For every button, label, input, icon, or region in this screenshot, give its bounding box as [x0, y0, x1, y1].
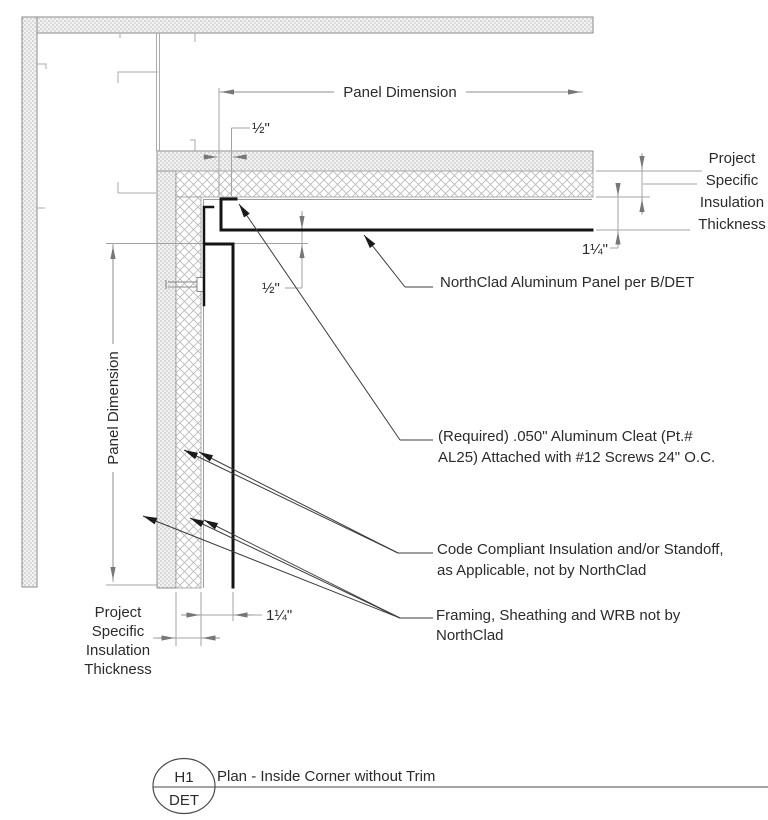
top-panel-profile	[221, 199, 592, 230]
cleat-callout	[438, 428, 715, 466]
framing-callout	[436, 607, 681, 644]
svg-text:Specific: Specific	[705, 172, 759, 189]
aluminum-profiles	[204, 199, 592, 587]
insulation-bands	[176, 171, 593, 588]
svg-text:NorthClad: NorthClad	[436, 627, 504, 644]
detail-title-block	[153, 759, 768, 814]
svg-text:as Applicable, not by NorthCla: as Applicable, not by NorthClad	[437, 562, 647, 579]
panel-dimension-top-label: Panel Dimension	[343, 84, 457, 101]
corner-cleat-profile	[204, 207, 213, 305]
panel-callout: NorthClad Aluminum Panel per B/DET	[440, 274, 695, 291]
left-panel-profile	[205, 244, 233, 587]
svg-text:Code Compliant Insulation and/: Code Compliant Insulation and/or Standoff,	[437, 541, 724, 558]
svg-text:Specific: Specific	[91, 623, 145, 640]
outer-left-sheathing-band	[22, 17, 37, 587]
detail-id: H1	[174, 769, 194, 786]
insulation-thickness-bottom-label	[84, 604, 152, 678]
outer-wall-sheathing	[22, 17, 593, 587]
stud-track-tick	[37, 64, 46, 69]
insulation-callout	[437, 541, 724, 579]
metal-stud-glyph	[118, 72, 158, 83]
stud-track-tick	[190, 140, 195, 151]
svg-text:Thickness: Thickness	[84, 661, 152, 678]
svg-text:Insulation: Insulation	[85, 642, 151, 659]
svg-text:Project: Project	[94, 604, 142, 621]
panel-dimension-left-label: Panel Dimension	[105, 351, 122, 465]
half-inch-corner-label: ½"	[262, 280, 280, 297]
outer-top-sheathing-band	[22, 17, 593, 33]
svg-text:Thickness: Thickness	[698, 216, 766, 233]
half-inch-top-label: ½"	[252, 120, 270, 137]
svg-text:(Required) .050" Aluminum Clea: (Required) .050" Aluminum Cleat (Pt.#	[438, 428, 693, 445]
metal-stud-glyph	[118, 182, 156, 193]
insulation-thickness-right-label	[698, 150, 766, 233]
detail-title: Plan - Inside Corner without Trim	[217, 768, 436, 785]
gap-dimension-bottom-label: 1¼"	[266, 607, 293, 624]
svg-text:Insulation: Insulation	[699, 194, 765, 211]
gap-dimension-right-label: 1¼"	[581, 241, 608, 258]
wrb-line	[204, 200, 593, 589]
svg-text:Project: Project	[708, 150, 756, 167]
svg-text:Framing, Sheathing and WRB not: Framing, Sheathing and WRB not by	[436, 607, 681, 624]
detail-sheet-ref: DET	[169, 792, 199, 809]
svg-text:AL25) Attached with #12 Screws: AL25) Attached with #12 Screws 24" O.C.	[438, 449, 716, 466]
